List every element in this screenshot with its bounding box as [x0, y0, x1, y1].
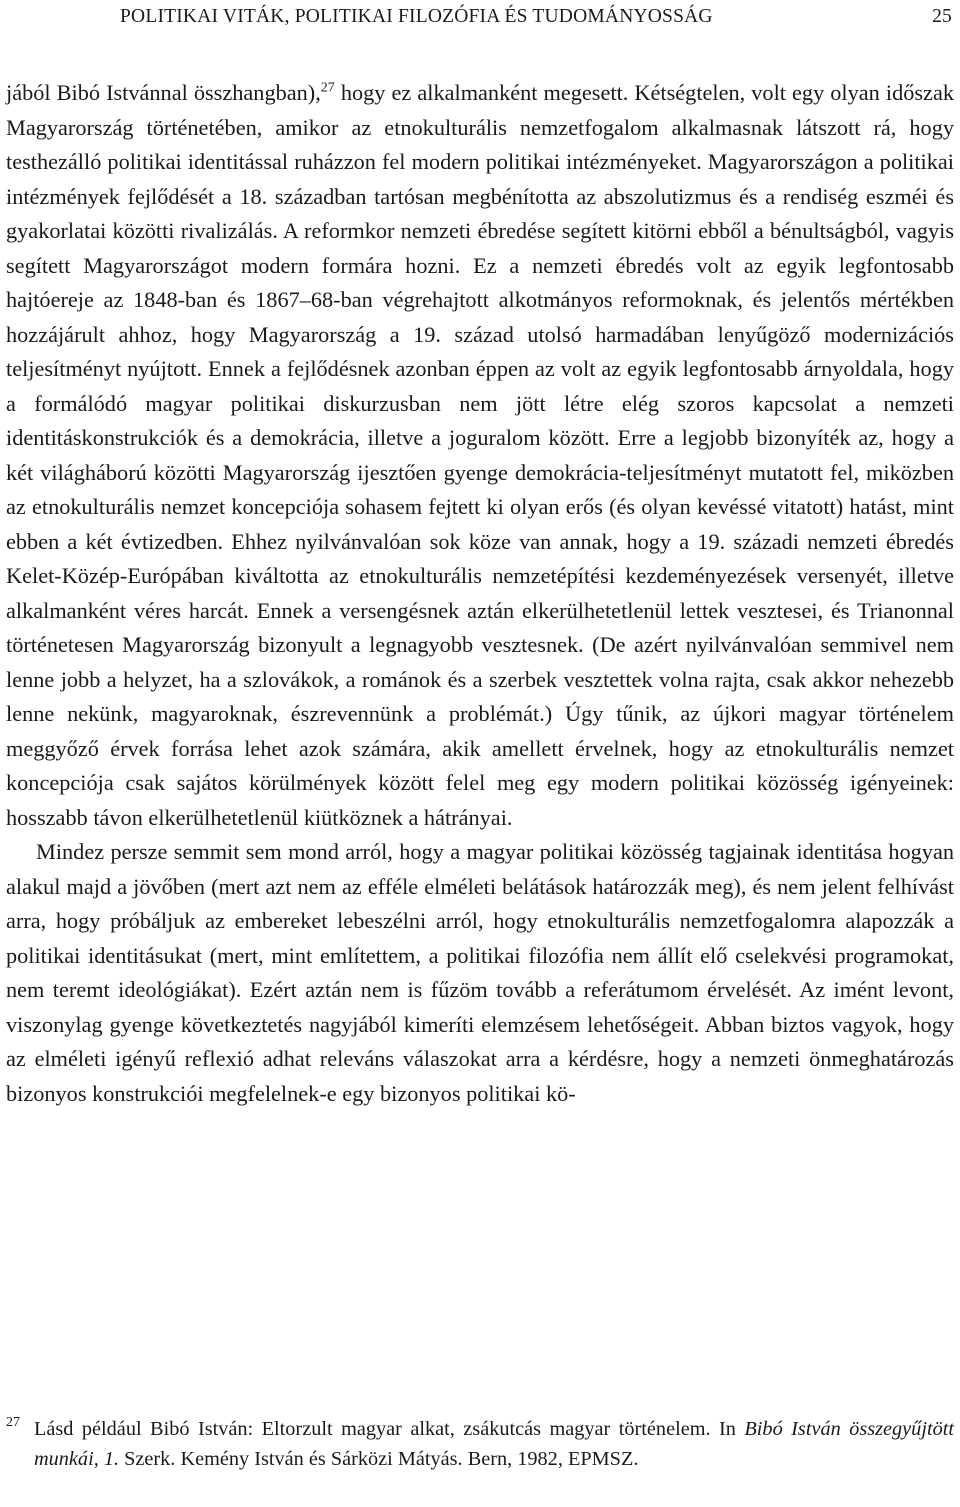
- footnote-text-after: Szerk. Kemény István és Sárközi Mátyás. Bern, 1982, EPMSZ.: [119, 1448, 639, 1470]
- footnotes: [6, 1414, 954, 1474]
- footnote-mark: 27: [6, 1415, 20, 1430]
- paragraph-1: [6, 76, 954, 835]
- paragraph-1-rest: hogy ez alkalmanként megesett. Kétségtelen, volt egy olyan időszak Magyarország történetében, amikor az etnokulturális nemzetfogalom alkalmasnak látszott rá, hogy testhezálló politikai identitással ruházzon fel modern politikai intézményeket. Magyarországon a politikai intézmények fejlődését a 18. században tartósan megbénította az abszolutizmus és a rendiség eszméi és gyakorlatai közötti rivalizálás. A reformkor nemzeti ébredése segített kitörni ebből a bénultságból, vagyis segített Magyarországot modern formára hozni. Ez a nemzeti ébredés volt az egyik legfontosabb hajtóereje az 1848-ban és 1867–68-ban végrehajtott alkotmányos reformoknak, és jelentős mértékben hozzájárult ahhoz, hogy Magyarország a 19. század utolsó harmadában lenyűgöző modernizációs teljesítményt nyújtott. Ennek a fejlődésnek azonban éppen az volt az egyik legfontosabb árnyoldala, hogy a formálódó magyar politikai diskurzusban nem jött létre elég szoros kapcsolat a nemzeti identitáskonstrukciók és a demokrácia, illetve a joguralom között. Erre a legjobb bizonyíték az, hogy a két világháború közötti Magyarország ijesztően gyenge demokrácia-teljesítményt mutatott fel, miközben az etnokulturális nemzet koncepciója sohasem fejtett ki olyan erős (és olyan kevéssé vitatott) hatást, mint ebben a két évtizedben. Ehhez nyilvánvalóan sok köze van annak, hogy a 19. századi nemzeti ébredés Kelet-Közép-Európában kiváltotta az etnokulturális nemzetépítési kezdeményezések versenyét, illetve alkalmanként véres harcát. Ennek a versengésnek aztán elkerülhetetlenül lettek vesztesei, és Trianonnal történetesen Magyarország bizonyult a legnagyobb vesztesnek. (De azért nyilvánvalóan semmivel nem lenne jobb a helyzet, ha a szlovákok, a románok és a szerbek vesztettek volna rajta, csak akkor nehezebb lenne nekünk, magyaroknak, észrevennünk a problémát.) Úgy tűnik, az újkori magyar történelem meggyőző érvek forrása lehet azok számára, akik amellett érvelnek, hogy az etnokulturális nemzet koncepciója csak sajátos körülmények között felel meg egy modern politikai közösség igényeinek: hosszabb távon elkerülhetetlenül kiütköznek a hátrányai.: [6, 80, 954, 830]
- running-header: [120, 6, 952, 30]
- footnote-book-title: Bibó István összegyűjtött munkái, 1.: [34, 1418, 954, 1470]
- paragraph-1-start: jából Bibó Istvánnal összhangban),: [6, 80, 321, 105]
- page-number: 25: [932, 6, 952, 27]
- footnote-27: [6, 1414, 954, 1474]
- body-text: [6, 76, 954, 1111]
- footnote-reference: 27: [320, 80, 335, 96]
- paragraph-2: Mindez persze semmit sem mond arról, hogy a magyar politikai közösség tagjainak identitása hogyan alakul majd a jövőben (mert azt nem az efféle elméleti belátások határozzák meg), és nem jelent felhívást arra, hogy próbáljuk az embereket lebeszélni arról, hogy etnokulturális nemzetfogalomra alapozzák a politikai identitásukat (mert, mint említettem, a politikai filozófia nem állít elő cselekvési programokat, nem teremt ideológiákat). Ezért aztán nem is fűzöm tovább a referátumom érvelését. Az imént levont, viszonylag gyenge következtetés nagyjából kimeríti elemzésem lehetőségeit. Abban biztos vagyok, hogy az elméleti igényű reflexió adhat releváns válaszokat arra a kérdésre, hogy a nemzeti önmeghatározás bizonyos konstrukciói megfelelnek-e egy bizonyos politikai kö-: [6, 839, 954, 1106]
- running-title: POLITIKAI VITÁK, POLITIKAI FILOZÓFIA ÉS TUDOMÁNYOSSÁG: [120, 6, 713, 27]
- footnote-text-before: Lásd például Bibó István: Eltorzult magyar alkat, zsákutcás magyar történelem. In: [34, 1418, 745, 1440]
